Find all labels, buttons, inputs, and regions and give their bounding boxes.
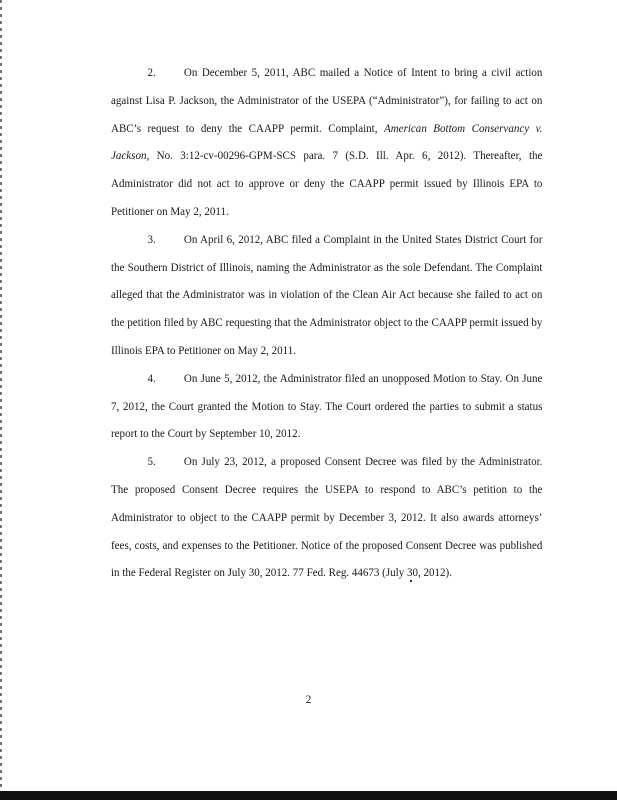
page-number: 2 xyxy=(305,694,312,706)
paragraph-text: On June 5, 2012, the Administrator filed an unopposed Motion to Stay. On June 7, 2012, the Court granted the Motion to Stay. The Court ordered the parties to submit a status report to the Court by September 10, 2012. xyxy=(111,372,543,441)
paragraph-number: 5. xyxy=(147,456,156,469)
paragraph-text: On April 6, 2012, ABC filed a Complaint in the United States District Court for the Southern District of Illinois, naming the Administrator as the sole Defendant. The Complaint alleged that the Administrator was in violation of the Clean Air Act because she failed to act on the petition filed by ABC requesting that the Administrator object to the CAAPP permit issued by Illinois EPA to Petitioner on May 2, 2011. xyxy=(111,233,543,357)
paragraph-number: 3. xyxy=(147,233,156,246)
paragraph-text-continued: No. 3:12-cv-00296-GPM-SCS para. 7 (S.D. Ill. Apr. 6, 2012). Thereafter, the Administrator did not act to approve or deny the CAAPP permit issued by Illinois EPA to Petitioner on May 2, 2011. xyxy=(111,150,543,218)
paragraph-4 xyxy=(111,366,542,449)
paragraph-number: 2. xyxy=(147,67,156,79)
paragraph-5 xyxy=(111,449,542,588)
paragraph-text: On July 23, 2012, a proposed Consent Decree was filed by the Administrator. The proposed Consent Decree requires the USEPA to respond to ABC’s petition to the Administrator to object to the CAAPP permit by December 3, 2012. It also awards attorneys’ fees, costs, and expenses to the Petitioner. Notice of the proposed Consent Decree was published in the Federal Register on July 30, 2012. 77 Fed. Reg. 44673 (July 30, 2012). xyxy=(111,456,543,580)
paragraph-text: On December 5, 2011, ABC mailed a Notice of Intent to bring a civil action against Lisa P. Jackson, the Administrator of the USEPA (“Administrator”), for failing to act on ABC’s request to deny the CAAPP permit. Complaint, xyxy=(111,67,543,135)
scan-edge-bottom xyxy=(0,791,617,800)
case-citation-name: American Bottom Conservancy v. Jackson, xyxy=(111,122,543,163)
document-body xyxy=(111,60,549,588)
paragraph-2 xyxy=(111,60,542,227)
scan-edge-left xyxy=(0,0,2,800)
paragraph-3 xyxy=(111,227,542,366)
paragraph-number: 4. xyxy=(147,372,156,385)
